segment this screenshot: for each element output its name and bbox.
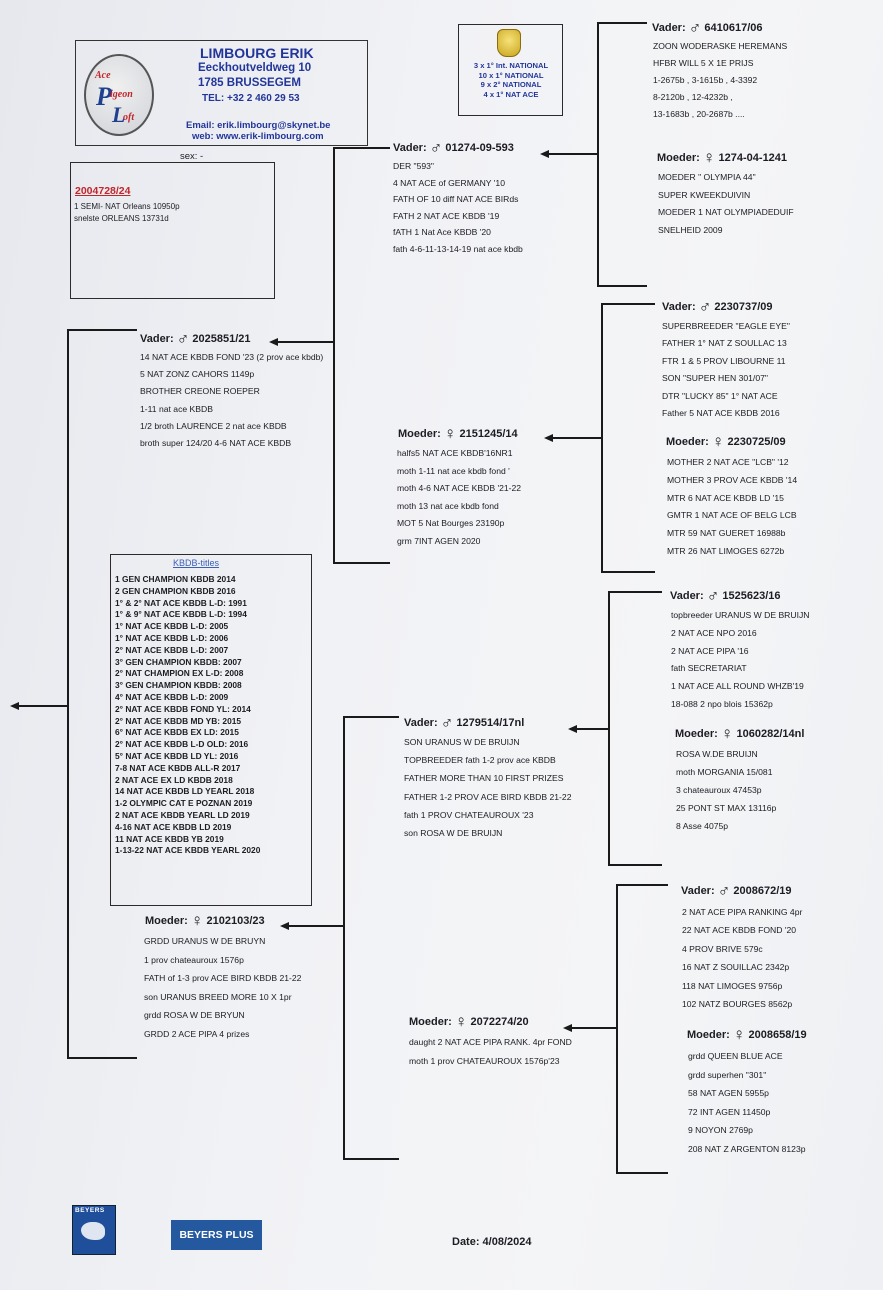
fm-arrow-head [544,434,553,442]
achievement-line: Father 5 NAT ACE KBDB 2016 [662,408,780,419]
mmm-ring: 2008658/19 [748,1029,807,1041]
achievement-line: grdd ROSA W DE BRYUN [144,1010,245,1021]
achievement-line: 72 INT AGEN 11450p [688,1106,771,1117]
father-lower-link [333,562,390,564]
mother-arrow-line [288,925,344,927]
breeder-street: Eeckhoutveldweg 10 [198,62,312,74]
ff-arrow-head [540,150,549,158]
kbdb-title-item: 2 NAT ACE KBDB YEARL LD 2019 [115,809,250,820]
gen1-mother-link [67,1057,137,1059]
achievement-line: fath 4-6-11-13-14-19 nat ace kbdb [393,243,523,254]
mff-ring: 1525623/16 [722,590,781,602]
achievement-line: MOTHER 3 PROV ACE KBDB '14 [667,474,798,485]
fmf-achievements [662,318,790,422]
kbdb-titles-box [110,554,312,906]
mmf-heading [681,881,792,900]
kbdb-title-item: 3° GEN CHAMPION KBDB: 2007 [115,656,242,667]
kbdb-title-item: 1 GEN CHAMPION KBDB 2014 [115,574,236,584]
mmm-label: Moeder: [687,1029,730,1041]
mother-label: Moeder: [145,915,188,927]
mmm-heading [687,1025,807,1044]
achievement-line: topbreeder URANUS W DE BRUIJN [671,610,810,620]
fm-arrow-line [552,437,602,439]
ffm-heading [657,148,788,167]
fm-heading [398,424,518,443]
achievement-line: HFBR WILL 5 X 1E PRIJS [653,58,754,68]
logo-word-igeon: igeon [110,89,133,100]
achievement-line: 9 NOYON 2769p [688,1125,753,1136]
mother-heading [145,911,265,930]
subject-arrow-head [10,702,19,710]
ffm-ring: 1274-04-1241 [718,152,788,164]
ff-label: Vader: [393,142,427,154]
achievement-line: grdd QUEEN BLUE ACE [688,1051,783,1061]
print-date: Date: 4/08/2024 [452,1236,532,1248]
achievement-line: GMTR 1 NAT ACE OF BELG LCB [667,510,797,521]
achievement-line: SNELHEID 2009 [658,224,723,235]
subject-pigeon-box [70,162,275,299]
mm-ring: 2072274/20 [470,1016,529,1028]
achievement-line: 2 NAT ACE NPO 2016 [671,627,757,638]
achievement-line: GRDD URANUS W DE BRUYN [144,936,266,946]
achievement-line: FATH OF 10 diff NAT ACE BIRds [393,194,519,205]
national-awards-list [465,61,557,99]
gen1-bracket [67,329,69,1058]
achievement-line: moth 1-11 nat ace kbdb fond ' [397,465,510,476]
achievement-line: moth 1 prov CHATEAUROUX 1576p'23 [409,1056,560,1066]
achievement-line: MTR 6 NAT ACE KBDB LD '15 [667,492,784,503]
fmm-label: Moeder: [666,436,709,448]
mm-label: Moeder: [409,1016,452,1028]
mm-achievements [409,1033,572,1071]
mf-ring: 1279514/17nl [456,717,525,729]
ff-lower-link [597,285,647,287]
kbdb-title-item: 2° NAT CHAMPION EX L-D: 2008 [115,668,244,679]
mff-label: Vader: [670,590,704,602]
achievement-line: TOPBREEDER fath 1-2 prov ace KBDB [404,755,556,766]
achievement-line: MOTHER 2 NAT ACE "LCB" '12 [667,457,789,467]
mf-heading [404,713,525,732]
national-awards-box [458,24,563,116]
mf-achievements [404,733,571,842]
achievement-line: FATHER MORE THAN 10 FIRST PRIZES [404,773,564,784]
fff-achievements [653,38,787,123]
fff-ring: 6410617/06 [704,22,763,34]
beyers-small-logo [72,1205,116,1255]
fff-heading [652,18,763,37]
ffm-label: Moeder: [657,152,700,164]
fmf-heading [662,297,773,316]
father-bracket [333,147,335,563]
breeder-header [75,40,368,146]
achievement-line: DTR "LUCKY 85" 1° NAT ACE [662,390,778,401]
achievement-line: 8-2120b , 12-4232b , [653,92,733,102]
female-icon: ♀ [190,911,204,930]
ff-ring: 01274-09-593 [445,142,514,154]
beyers-plus-logo [171,1220,262,1250]
award-line: 4 x 1° NAT ACE [483,89,539,99]
achievement-line: fath SECRETARIAT [671,663,747,674]
kbdb-title-item: 3° GEN CHAMPION KBDB: 2008 [115,680,242,691]
logo-word-ace: Ace [95,70,111,81]
achievement-line: ZOON WODERASKE HEREMANS [653,41,788,51]
achievement-line: fATH 1 Nat Ace KBDB '20 [393,227,491,238]
father-achievements [140,349,323,452]
father-heading [140,329,251,348]
fmm-ring: 2230725/09 [727,436,786,448]
achievement-line: son URANUS BREED MORE 10 X 1pr [144,991,292,1002]
kbdb-title-item: 1-13-22 NAT ACE KBDB YEARL 2020 [115,845,261,856]
achievement-line: 22 NAT ACE KBDB FOND '20 [682,925,797,936]
award-line: 10 x 1° NATIONAL [478,70,544,80]
father-ring: 2025851/21 [192,333,251,345]
kbdb-titles-list [115,574,260,857]
mother-ring: 2102103/23 [206,915,265,927]
mm-heading [409,1012,529,1031]
achievement-line: grm 7INT AGEN 2020 [397,535,481,546]
achievement-line: 118 NAT LIMOGES 9756p [682,980,783,991]
achievement-line: son ROSA W DE BRUIJN [404,828,503,839]
achievement-line: MTR 26 NAT LIMOGES 6272b [667,545,785,556]
logo-letter-l: L [112,102,126,127]
mother-achievements [144,932,301,1044]
achievement-line: FATH of 1-3 prov ACE BIRD KBDB 21-22 [144,973,302,984]
achievement-line: SUPERBREEDER "EAGLE EYE" [662,321,790,331]
male-icon: ♂ [176,329,190,348]
kbdb-title-item: 4° NAT ACE KBDB L-D: 2009 [115,691,229,702]
kbdb-title-item: 11 NAT ACE KBDB YB 2019 [115,833,224,844]
kbdb-title-item: 1° & 9° NAT ACE KBDB L-D: 1994 [115,609,247,620]
kbdb-title-item: 5° NAT ACE KBDB LD YL: 2016 [115,750,239,761]
achievement-line: BROTHER CREONE ROEPER [140,386,260,397]
achievement-line: 5 NAT ZONZ CAHORS 1149p [140,369,255,380]
kbdb-title-item: 7-8 NAT ACE KBDB ALL-R 2017 [115,762,241,773]
breeder-website: web: www.erik-limbourg.com [192,131,324,142]
achievement-line: 25 PONT ST MAX 13116p [676,803,777,813]
female-icon: ♀ [720,724,734,743]
achievement-line: grdd superhen "301" [688,1069,767,1080]
achievement-line: 1-11 nat ace KBDB [140,403,213,414]
ff-arrow-line [548,153,598,155]
mfm-label: Moeder: [675,728,718,740]
achievement-line: 2 NAT ACE PIPA '16 [671,645,749,656]
achievement-line: 4 PROV BRIVE 579c [682,943,763,954]
subject-result-line: 1 SEMI- NAT Orleans 10950p [74,202,180,211]
beyers-plus-logo-text: BEYERS PLUS [179,1229,254,1241]
achievement-line: fath 1 PROV CHATEAUROUX '23 [404,809,534,820]
achievement-line: daught 2 NAT ACE PIPA RANK. 4pr FOND [409,1037,572,1047]
male-icon: ♂ [440,713,454,732]
achievement-line: 1 prov chateauroux 1576p [144,954,244,965]
subject-results [74,201,180,225]
kbdb-title-item: 2 GEN CHAMPION KBDB 2016 [115,585,236,596]
achievement-line: ROSA W.DE BRUIJN [676,749,758,759]
fm-lower-link [601,571,655,573]
female-icon: ♀ [443,424,457,443]
fmf-ring: 2230737/09 [714,301,773,313]
achievement-line: 16 NAT Z SOUILLAC 2342p [682,962,790,973]
award-line: 9 x 2° NATIONAL [480,80,542,90]
mf-lower-link [608,864,662,866]
mm-lower-link [616,1172,668,1174]
achievement-line: MOEDER " OLYMPIA 44" [658,172,756,182]
father-label: Vader: [140,333,174,345]
achievement-line: 2 NAT ACE PIPA RANKING 4pr [682,907,803,917]
logo-word-oft: oft [123,112,135,123]
father-upper-link [333,147,390,149]
kbdb-title-item: 2° NAT ACE KBDB L-D: 2007 [115,644,229,655]
kbdb-title-item: 2 NAT ACE EX LD KBDB 2018 [115,774,233,785]
achievement-line: 58 NAT AGEN 5955p [688,1088,769,1099]
ff-heading [393,138,514,157]
achievement-line: 208 NAT Z ARGENTON 8123p [688,1143,806,1154]
achievement-line: halfs5 NAT ACE KBDB'16NR1 [397,448,513,458]
mother-bracket [343,716,345,1159]
achievement-line: 8 Asse 4075p [676,821,729,831]
achievement-line: MTR 59 NAT GUERET 16988b [667,528,786,539]
mother-lower-link [343,1158,399,1160]
mff-heading [670,586,781,605]
ace-pigeon-loft-logo [84,54,154,136]
mm-arrow-head [563,1024,572,1032]
kbdb-title-item: 1° NAT ACE KBDB L-D: 2006 [115,632,229,643]
achievement-line: SON URANUS W DE BRUIJN [404,737,520,747]
kbdb-title-item: 2° NAT ACE KBDB L-D OLD: 2016 [115,739,249,750]
achievement-line: FATHER 1-2 PROV ACE BIRD KBDB 21-22 [404,791,572,802]
kbdb-titles-heading: KBDB-titles [173,558,220,568]
mmf-achievements [682,903,802,1013]
kbdb-title-item: 2° NAT ACE KBDB FOND YL: 2014 [115,703,251,714]
achievement-line: FATH 2 NAT ACE KBDB '19 [393,210,500,221]
mother-arrow-head [280,922,289,930]
breeder-email: Email: erik.limbourg@skynet.be [186,120,331,131]
achievement-line: FATHER 1° NAT Z SOULLAC 13 [662,338,787,349]
achievement-line: SON "SUPER HEN 301/07" [662,373,768,384]
male-icon: ♂ [706,586,720,605]
fmm-heading [666,432,786,451]
achievement-line: 1-2675b , 3-1615b , 4-3392 [653,75,758,85]
achievement-line: moth 13 nat ace kbdb fond [397,500,499,511]
fff-label: Vader: [652,22,686,34]
male-icon: ♂ [698,297,712,316]
achievement-line: MOEDER 1 NAT OLYMPIADEDUIF [658,207,794,218]
pigeon-icon [81,1222,105,1240]
female-icon: ♀ [702,148,716,167]
mff-achievements [671,607,810,714]
father-arrow-head [269,338,278,346]
mfm-achievements [676,745,776,835]
fm-upper-link [601,303,655,305]
kbdb-title-item: 4-16 NAT ACE KBDB LD 2019 [115,821,232,832]
mf-label: Vader: [404,717,438,729]
mf-arrow-head [568,725,577,733]
mfm-ring: 1060282/14nl [736,728,805,740]
subject-result-line: snelste ORLEANS 13731d [74,214,169,223]
beyers-small-logo-text: BEYERS [75,1207,105,1214]
achievement-line: moth MORGANIA 15/081 [676,767,773,777]
father-arrow-line [277,341,334,343]
fm-ring: 2151245/14 [459,428,518,440]
kbdb-title-item: 1-2 OLYMPIC CAT E POZNAN 2019 [115,798,253,809]
kbdb-title-item: 6° NAT ACE KBDB EX LD: 2015 [115,727,239,738]
achievement-line: 3 chateauroux 47453p [676,785,762,795]
achievement-line: SUPER KWEEKDUIVIN [658,189,751,200]
achievement-line: 102 NATZ BOURGES 8562p [682,999,793,1010]
mf-upper-link [608,591,662,593]
ffm-achievements [658,169,794,239]
gen1-father-link [67,329,137,331]
mmf-ring: 2008672/19 [733,885,792,897]
male-icon: ♂ [717,881,731,900]
logo-letter-p: P [96,82,112,111]
kbdb-title-item: 1° & 2° NAT ACE KBDB L-D: 1991 [115,597,247,608]
achievement-line: moth 4-6 NAT ACE KBDB '21-22 [397,483,522,494]
mfm-heading [675,724,805,743]
mmf-label: Vader: [681,885,715,897]
achievement-line: broth super 124/20 4-6 NAT ACE KBDB [140,438,292,449]
mm-arrow-line [571,1027,617,1029]
mmm-achievements [688,1047,806,1159]
fm-achievements [397,445,521,551]
female-icon: ♀ [711,432,725,451]
mf-arrow-line [576,728,609,730]
breeder-name: LIMBOURG ERIK [200,45,314,61]
achievement-line: 4 NAT ACE of GERMANY '10 [393,177,505,188]
fmf-label: Vader: [662,301,696,313]
fmm-achievements [667,454,797,561]
female-icon: ♀ [732,1025,746,1044]
kbdb-title-item: 14 NAT ACE KBDB LD YEARL 2018 [115,786,255,797]
breeder-phone: TEL: +32 2 460 29 53 [202,93,300,104]
achievement-line: GRDD 2 ACE PIPA 4 prizes [144,1028,250,1039]
mother-upper-link [343,716,399,718]
achievement-line: FTR 1 & 5 PROV LIBOURNE 11 [662,355,786,366]
female-icon: ♀ [454,1012,468,1031]
achievement-line: 1/2 broth LAURENCE 2 nat ace KBDB [140,420,287,431]
trophy-icon [497,29,521,57]
mm-upper-link [616,884,668,886]
kbdb-title-item: 2° NAT ACE KBDB MD YB: 2015 [115,715,242,726]
fm-label: Moeder: [398,428,441,440]
achievement-line: 14 NAT ACE KBDB FOND '23 (2 prov ace kbdb) [140,352,324,362]
subject-ring-number: 2004728/24 [75,185,131,197]
ff-achievements [393,158,523,258]
sex-label: sex: - [180,151,204,162]
ff-upper-link [597,22,647,24]
subject-arrow-line [18,705,68,707]
achievement-line: 1 NAT ACE ALL ROUND WHZB'19 [671,681,804,692]
male-icon: ♂ [688,18,702,37]
breeder-city: 1785 BRUSSEGEM [198,77,301,89]
award-line: 3 x 1° Int. NATIONAL [473,61,549,70]
male-icon: ♂ [429,138,443,157]
achievement-line: DER "593" [393,161,434,171]
achievement-line: 18-088 2 npo blois 15362p [671,698,773,709]
achievement-line: 13-1683b , 20-2687b .... [653,109,745,119]
achievement-line: MOT 5 Nat Bourges 23190p [397,518,505,529]
kbdb-title-item: 1° NAT ACE KBDB L-D: 2005 [115,621,229,632]
